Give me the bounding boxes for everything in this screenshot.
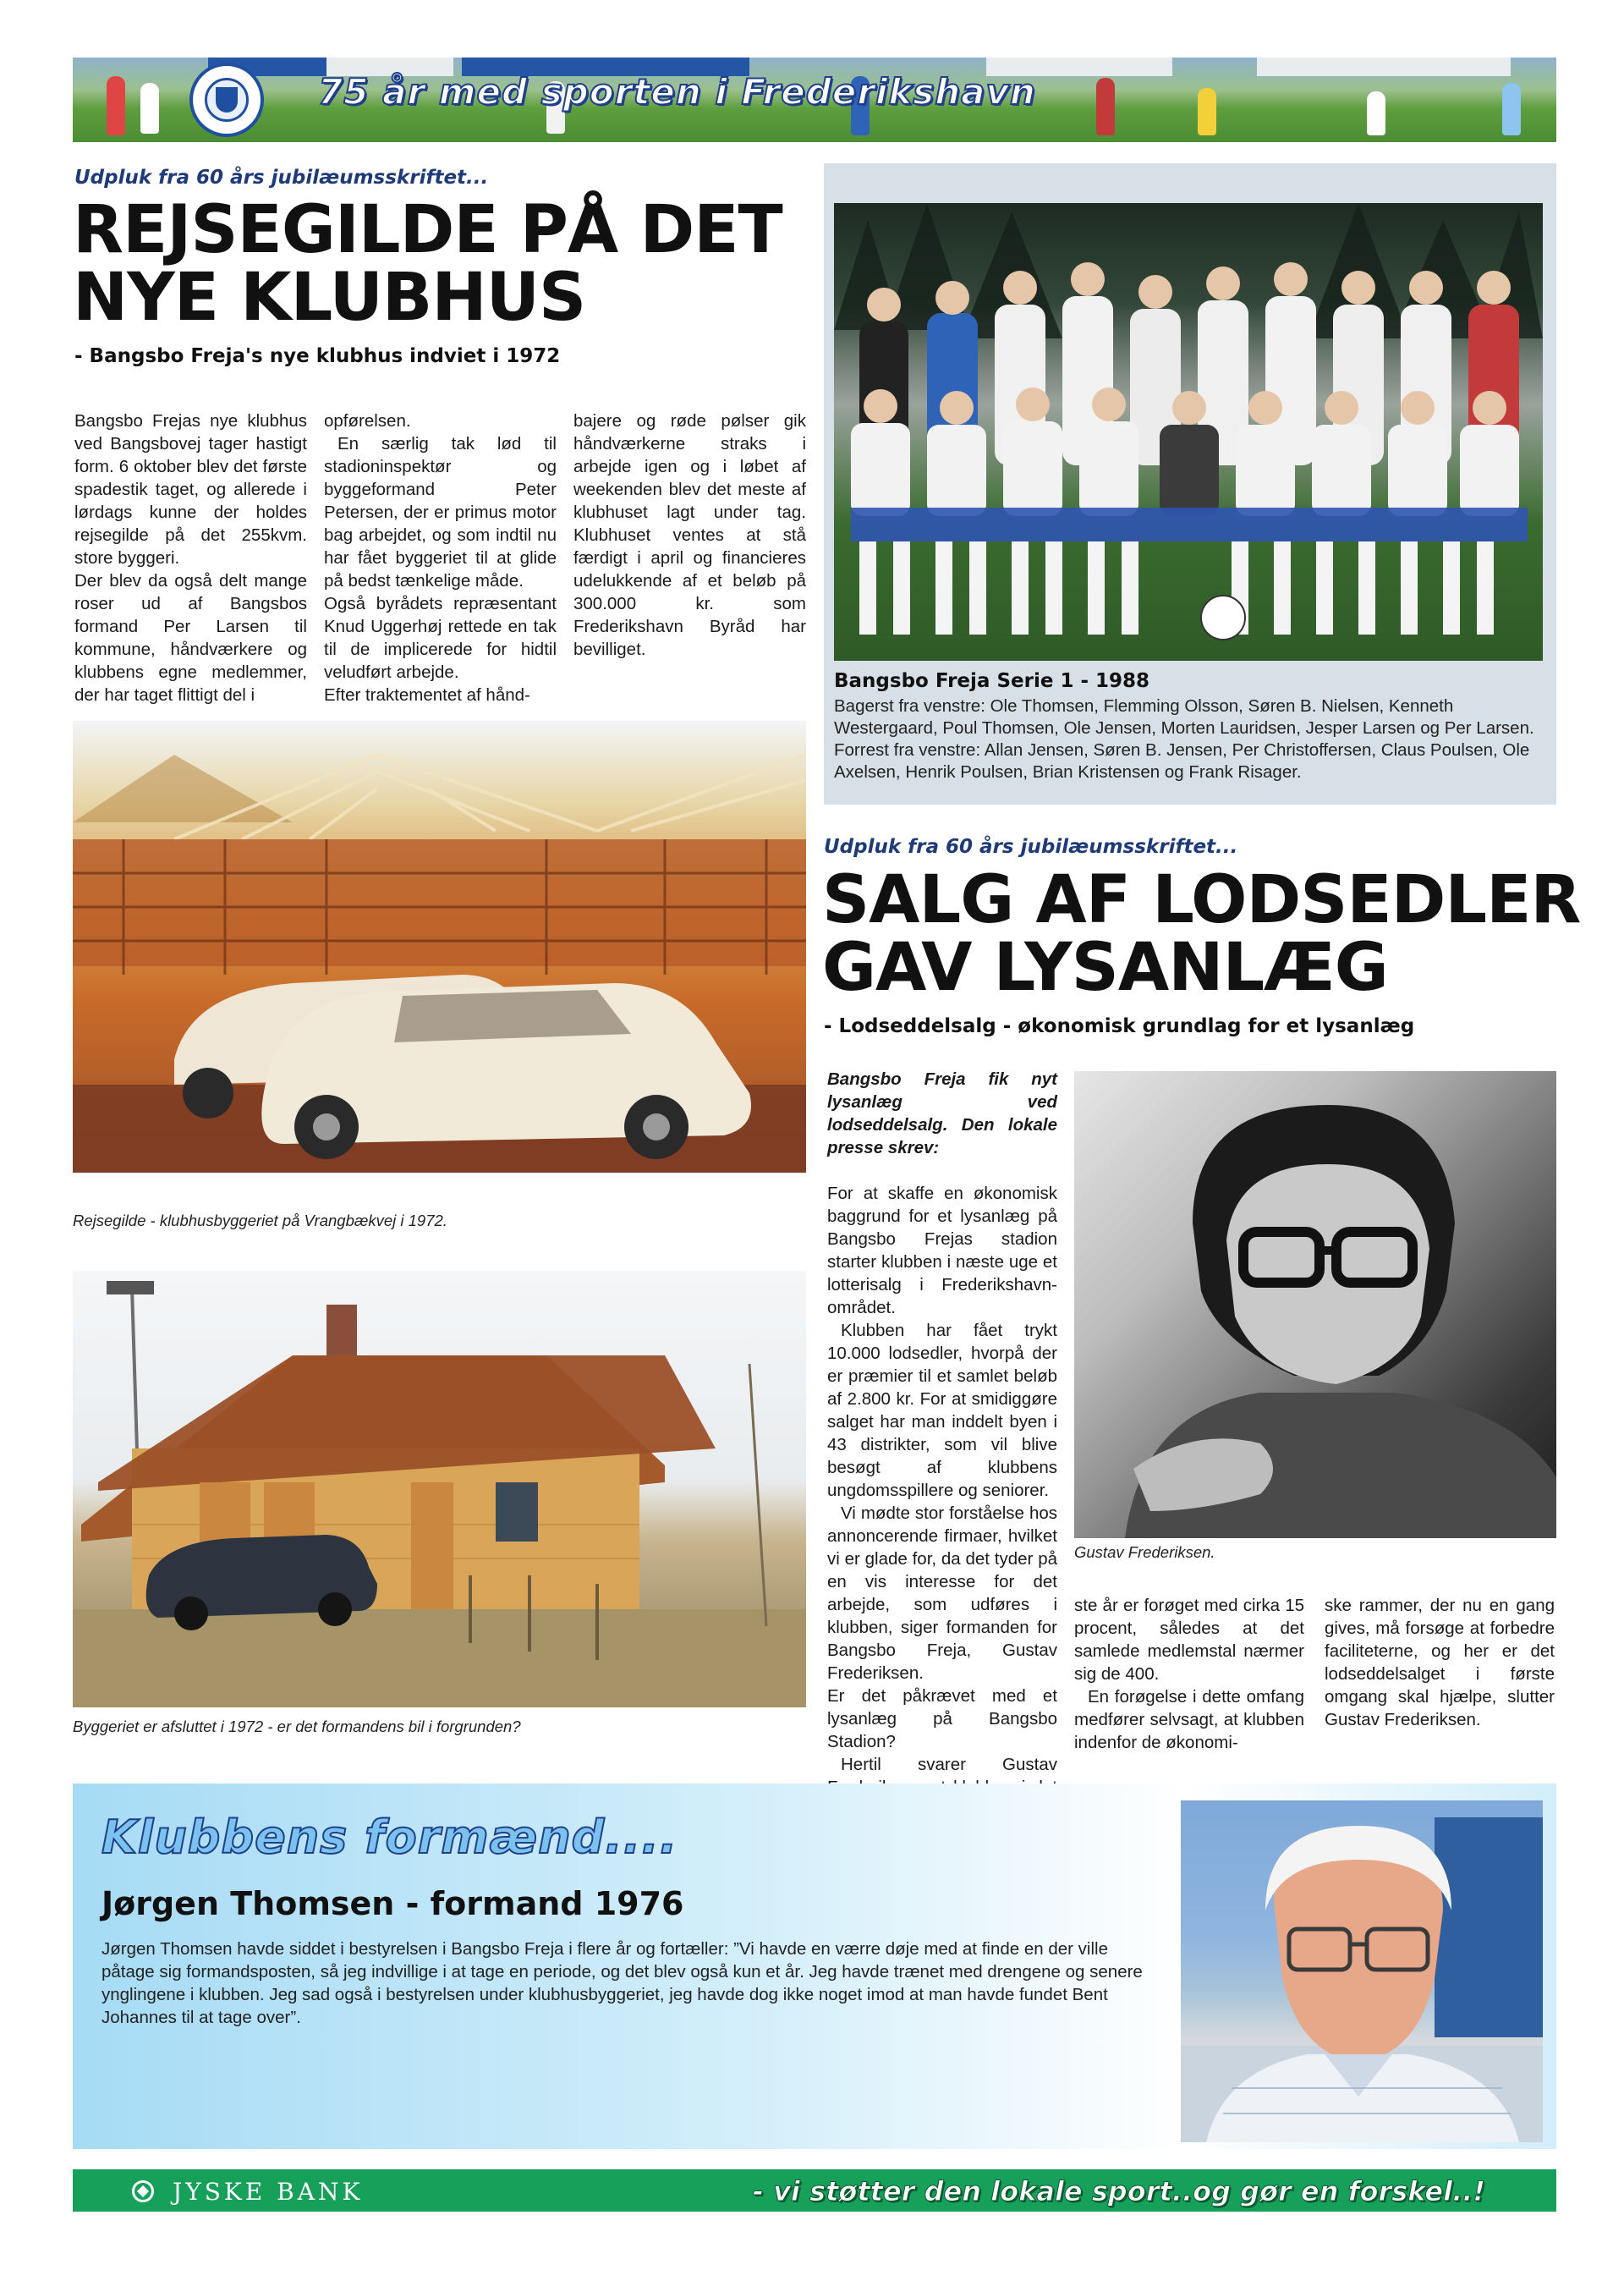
article1-kicker: Udpluk fra 60 års jubilæumsskriftet...: [74, 167, 489, 189]
formaend-title: Klubbens formænd....: [102, 1811, 678, 1864]
paragraph: opførelsen.: [324, 411, 411, 431]
finished-building-photo: [73, 1271, 806, 1707]
paragraph: Hertil svarer Gustav: [841, 1755, 1057, 1774]
ad-board: [1257, 58, 1511, 76]
team-photo-title: Bangsbo Freja Serie 1 - 1988: [834, 670, 1150, 692]
paragraph: ske rammer, der nu en gang gives, må forsøge at forbedre faciliteterne, og her er det lodseddelsalget i første omgang skal hjælpe, slutter Gustav Frederiksen.: [1325, 1596, 1555, 1729]
player-figure: [1502, 83, 1521, 135]
finished-building-illustration: [73, 1271, 806, 1707]
paragraph: Efter traktementet af hånd-: [324, 685, 530, 705]
footer-slogan: - vi støtter den lokale sport..og gør en forskel..!: [752, 2175, 1485, 2207]
banner-title: 75 år med sporten i Frederikshavn: [318, 71, 1036, 113]
construction-photo-illustration: [73, 721, 806, 1173]
headline-line: NYE KLUBHUS: [73, 260, 586, 336]
paragraph: bajere og røde pølser gik håndværkerne straks i arbejde igen og i løbet af weekenden blev det meste af klubhuset lagt under tag. Klubhuset ventes at stå færdigt i april og financieres udelukkende af et beløb på 300.000 kr. som Frederikshavn Byråd har bevilliget.: [573, 411, 806, 659]
jorgen-thomsen-photo: [1181, 1800, 1543, 2142]
portrait-caption: Gustav Frederiksen.: [1074, 1543, 1215, 1561]
article1-column-3: [573, 409, 806, 661]
paragraph: En forøgelse i dette omfang medfører selvsagt, at klubben indenfor de økonomi-: [1074, 1687, 1304, 1752]
article1-subheading: - Bangsbo Freja's nye klubhus indviet i 1972: [74, 345, 561, 367]
paragraph: ste år er forøget med cirka 15 procent, således at det samlede medlemstal nærmer sig de 400.: [1074, 1596, 1304, 1684]
headline-line: REJSEGILDE PÅ DET: [73, 192, 782, 268]
club-crest-icon: [189, 63, 264, 137]
paragraph: Klubben har fået trykt 10.000 lodsedler, hvorpå der er præmier til et samlet beløb af 2.800 kr. For at smidiggøre salget har man inddelt byen i 43 distrikter, som vil blive besøgt af klubbens ungdomsspillere og seniorer.: [827, 1321, 1057, 1500]
formaend-name: Jørgen Thomsen - formand 1976: [102, 1885, 684, 1922]
formaend-text: Jørgen Thomsen havde siddet i bestyrelsen i Bangsbo Freja i flere år og fortæller: ”Vi havde en værre døje med at finde en der ville påtage sig formandsposten, så jeg indvillige i at tage en periode, og det blev også kun et år. Jeg havde trænet med drengene og senere ynglingene i klubben. Jeg sad også i bestyrelsen under klubhusbyggeriet, jeg havde dog ikke noget imod at man havde fundet Bent Johannes til at tage over”.: [102, 1939, 1143, 2027]
player-figure: [1198, 88, 1216, 135]
paragraph: Bangsbo Frejas nye klubhus ved Bangsbovej tager hastigt form. 6 oktober blev det første spadestik taget, og allerede i lørdags kunne der holdes rejsegilde på det 255kvm. store byggeri.: [74, 411, 307, 568]
construction-photo: [73, 721, 806, 1173]
paragraph: Er det påkrævet med et lysanlæg på Bangsbo Stadion?: [827, 1686, 1057, 1751]
article2-kicker: Udpluk fra 60 års jubilæumsskriftet...: [824, 836, 1238, 858]
article2-lead: Bangsbo Freja fik nyt lysanlæg ved lodseddelsalg. Den lokale presse skrev:: [827, 1069, 1057, 1157]
article2-subheading: - Lodseddelsalg - økonomisk grundlag for et lysanlæg: [824, 1015, 1415, 1037]
portrait-illustration: [1074, 1071, 1556, 1538]
paragraph: Der blev da også delt mange roser ud af Bangsbos formand Per Larsen til kommune, håndværkere og klubbens egne medlemmer, der har taget flittigt del i: [74, 571, 307, 705]
jorgen-thomsen-illustration: [1181, 1800, 1543, 2142]
paragraph: For at skaffe en økonomisk baggrund for et lysanlæg på Bangsbo Frejas stadion starter klubben i næste uge et lotterisalg i Frederikshavn-området.: [827, 1184, 1057, 1317]
construction-photo-caption: Rejsegilde - klubhusbyggeriet på Vrangbækvej i 1972.: [73, 1212, 447, 1229]
footer-bar: [73, 2169, 1556, 2212]
player-figure: [140, 83, 159, 134]
article1-column-1: [74, 409, 307, 706]
team-photo-caption: Bagerst fra venstre: Ole Thomsen, Flemming Olsson, Søren B. Nielsen, Kenneth Westergaard, Poul Thomsen, Ole Jensen, Morten Lauridsen, Jesper Larsen og Per Larsen. Forrest fra venstre: Allan Jensen, Søren B. Jensen, Per Christoffersen, Claus Poulsen, Ole Axelsen, Henrik Poulsen, Brian Kristensen og Frank Risager.: [834, 696, 1534, 782]
paragraph: Vi mødte stor forståelse hos annoncerende firmaer, hvilket vi er glade for, da det tyder på en vis interesse for det arbejde, som udføres i klubben, siger formanden for Bangsbo Freja, Gustav Frederiksen.: [827, 1503, 1057, 1683]
bank-name: JYSKE BANK: [173, 2178, 364, 2206]
headline-line: SALG AF LODSEDLER: [822, 862, 1581, 938]
spacer: [827, 1159, 1057, 1182]
player-figure: [1096, 78, 1115, 135]
headline-line: GAV LYSANLÆG: [822, 930, 1388, 1006]
article2-column-2: [1074, 1594, 1304, 1754]
header-banner: [73, 58, 1556, 142]
article1-headline: [73, 192, 782, 336]
paragraph: Også byrådets repræsentant Knud Uggerhøj rettede en tak til de implicerede for hidtil veludført arbejde.: [324, 594, 557, 682]
paragraph: En særlig tak lød til stadioninspektør og byggeformand Peter Petersen, der er primus motor bag arbejdet, og som indtil nu har fået byggeriet til at glide på bedst tænkelige måde.: [324, 434, 557, 591]
finished-building-caption: Byggeriet er afsluttet i 1972 - er det formandens bil i forgrunden?: [73, 1718, 521, 1735]
gustav-frederiksen-portrait: [1074, 1071, 1556, 1538]
article2-column-1: [827, 1068, 1057, 1822]
article2-headline: [822, 862, 1581, 1006]
article2-column-3: [1325, 1594, 1555, 1731]
team-photo: [834, 203, 1543, 661]
player-figure: [1367, 91, 1385, 135]
player-figure: [107, 76, 125, 135]
jyske-bank-logo-icon: [132, 2180, 154, 2202]
team-photo-illustration: [834, 203, 1543, 661]
article1-column-2: [324, 409, 557, 706]
